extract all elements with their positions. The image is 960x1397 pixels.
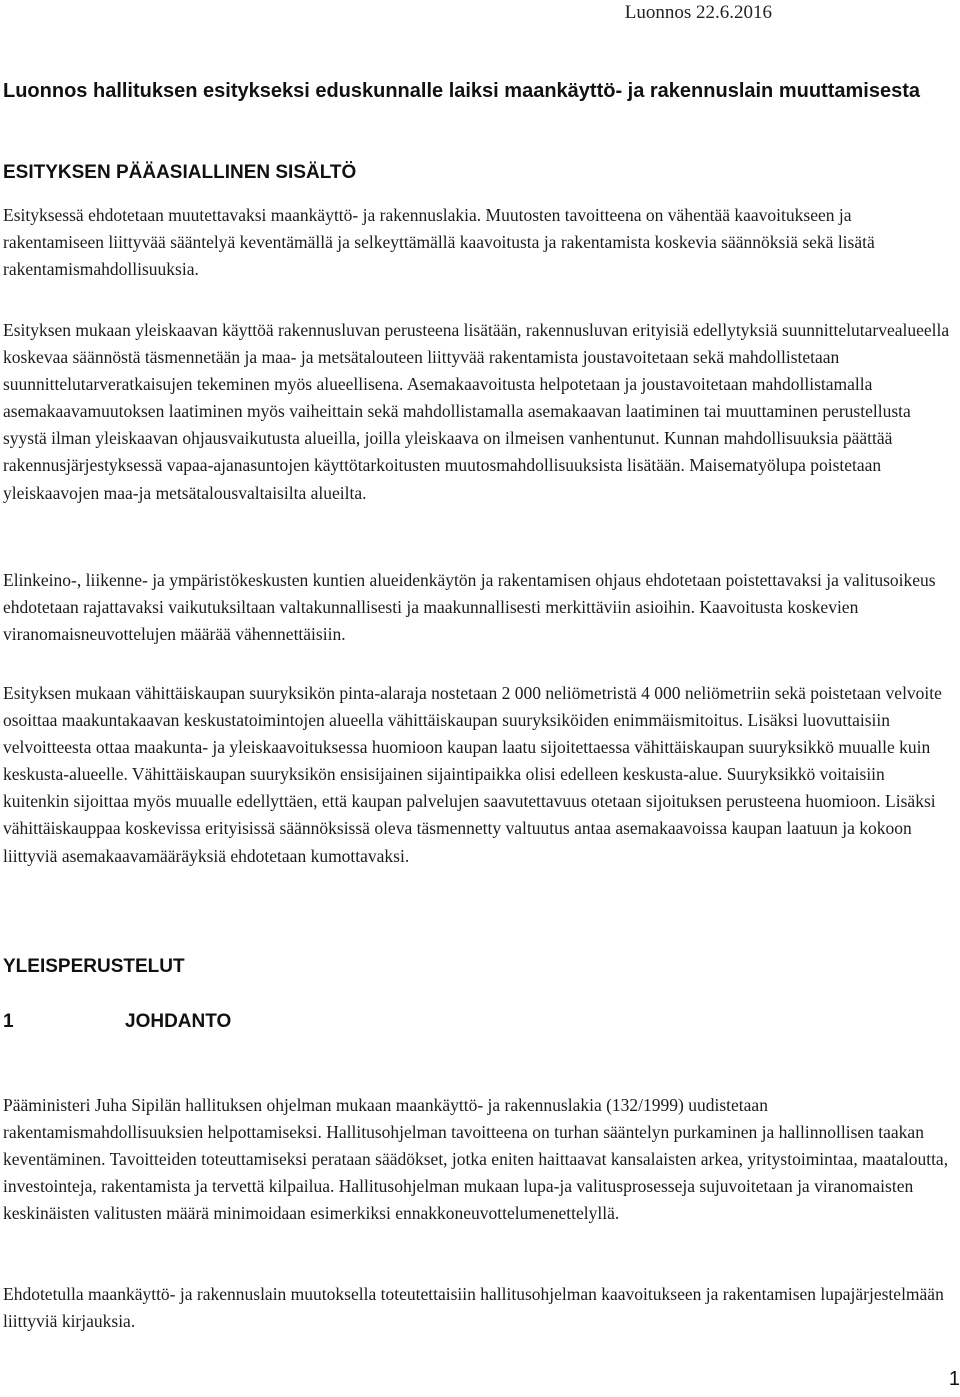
page-number: 1 <box>948 1368 960 1390</box>
chapter-number: 1 <box>3 1011 14 1032</box>
summary-heading: ESITYKSEN PÄÄASIALLINEN SISÄLTÖ <box>3 162 357 183</box>
summary-paragraph-1: Esityksessä ehdotetaan muutettavaksi maankäyttö- ja rakennuslakia. Muutosten tavoitteena on vähentää kaavoitukseen ja rakentamiseen liittyvää sääntelyä keventämällä ja selkeyttämällä kaavoitusta ja rakentamista koskevia säännöksiä sekä lisätä rakentamismahdollisuuksia. <box>3 205 875 280</box>
draft-date-label: Luonnos 22.6.2016 <box>624 2 772 23</box>
general-reasoning-heading: YLEISPERUSTELUT <box>3 956 185 977</box>
intro-paragraph-1: Pääministeri Juha Sipilän hallituksen ohjelman mukaan maankäyttö- ja rakennuslakia (132/1999) uudistetaan rakentamismahdollisuuksien helpottamiseksi. Hallitusohjelman tavoitteena on turhan sääntelyn purkaminen ja hallinnollisen taakan keventäminen. Tavoitteiden toteuttamiseksi perataan säädökset, jotka eniten haittaavat kansalaisten arkea, yritystoimintaa, maataloutta, investointeja, rakentamista ja tervettä kilpailua. Hallitusohjelman mukaan lupa-ja valitusprosesseja sujuvoitetaan ja viranomaisten keskinäisten valitusten määrä minimoidaan esimerkiksi ennakkoneuvottelumenettelyllä. <box>3 1095 949 1224</box>
chapter-title: JOHDANTO <box>125 1011 232 1032</box>
summary-paragraph-4: Esityksen mukaan vähittäiskaupan suuryksikön pinta-alaraja nostetaan 2 000 neliömetristä 4 000 neliömetriin sekä poistetaan velvoite osoittaa maakuntakaavan keskustatoimintojen alueella vähittäiskaupan suuryksiköiden enimmäismitoitus. Lisäksi luovuttaisiin velvoitteesta ottaa maakunta- ja yleiskaavoituksessa huomioon kaupan laatu sijoitettaessa vähittäiskaupan suuryksikkö muualle kuin keskusta-alueelle. Vähittäiskaupan suuryksikön ensisijainen sijaintipaikka olisi edelleen keskusta-alue. Suuryksikkö voitaisiin kuitenkin sijoittaa myös muualle edellyttäen, että kaupan palvelujen saavutettavuus otetaan sijoituksen perusteena huomioon. Lisäksi vähittäiskauppaa koskevissa erityisissä säännöksissä oleva täsmennetty valtuutus antaa asemakaavoissa kaupan laatuun ja kokoon liittyviä asemakaavamääräyksiä ehdotetaan kumottavaksi. <box>3 683 942 866</box>
intro-paragraph-2: Ehdotetulla maankäyttö- ja rakennuslain muutoksella toteutettaisiin hallitusohjelman kaavoitukseen ja rakentamisen lupajärjestelmään liittyviä kirjauksia. <box>3 1284 944 1332</box>
chapter-heading <box>3 1011 231 1033</box>
summary-paragraph-2: Esityksen mukaan yleiskaavan käyttöä rakennusluvan perusteena lisätään, rakennusluvan erityisiä edellytyksiä suunnittelutarvealueella koskevaa säännöstä täsmennetään ja maa- ja metsätalouteen liittyvää rakentamista joustavoitetaan sekä mahdollistetaan suunnittelutarveratkaisujen tekeminen myös alueellisena. Asemakaavoitusta helpotetaan ja joustavoitetaan mahdollistamalla asemakaavamuutoksen laatiminen myös vaiheittain sekä mahdollistamalla asemakaavan laatiminen tai muuttaminen perustellusta syystä ilman yleiskaavan ohjausvaikutusta alueilla, joilla yleiskaava on ilmeisen vanhentunut. Kunnan mahdollisuuksia päättää rakennusjärjestyksessä vapaa-ajanasuntojen käyttötarkoitusten muutosmahdollisuuksista lisätään. Maisematyölupa poistetaan yleiskaavojen maa-ja metsätalousvaltaisilta alueilta. <box>3 320 950 503</box>
summary-paragraph-3: Elinkeino-, liikenne- ja ympäristökeskusten kuntien alueidenkäytön ja rakentamisen ohjaus ehdotetaan poistettavaksi ja valitusoikeus ehdotetaan rajattavaksi vaikutuksiltaan valtakunnallisesti ja maakunnallisesti merkittäviin asioihin. Kaavoitusta koskevien viranomaisneuvottelujen määrää vähennettäisiin. <box>3 570 936 645</box>
document-title: Luonnos hallituksen esitykseksi eduskunnalle laiksi maankäyttö- ja rakennuslain muuttamisesta <box>3 80 920 102</box>
